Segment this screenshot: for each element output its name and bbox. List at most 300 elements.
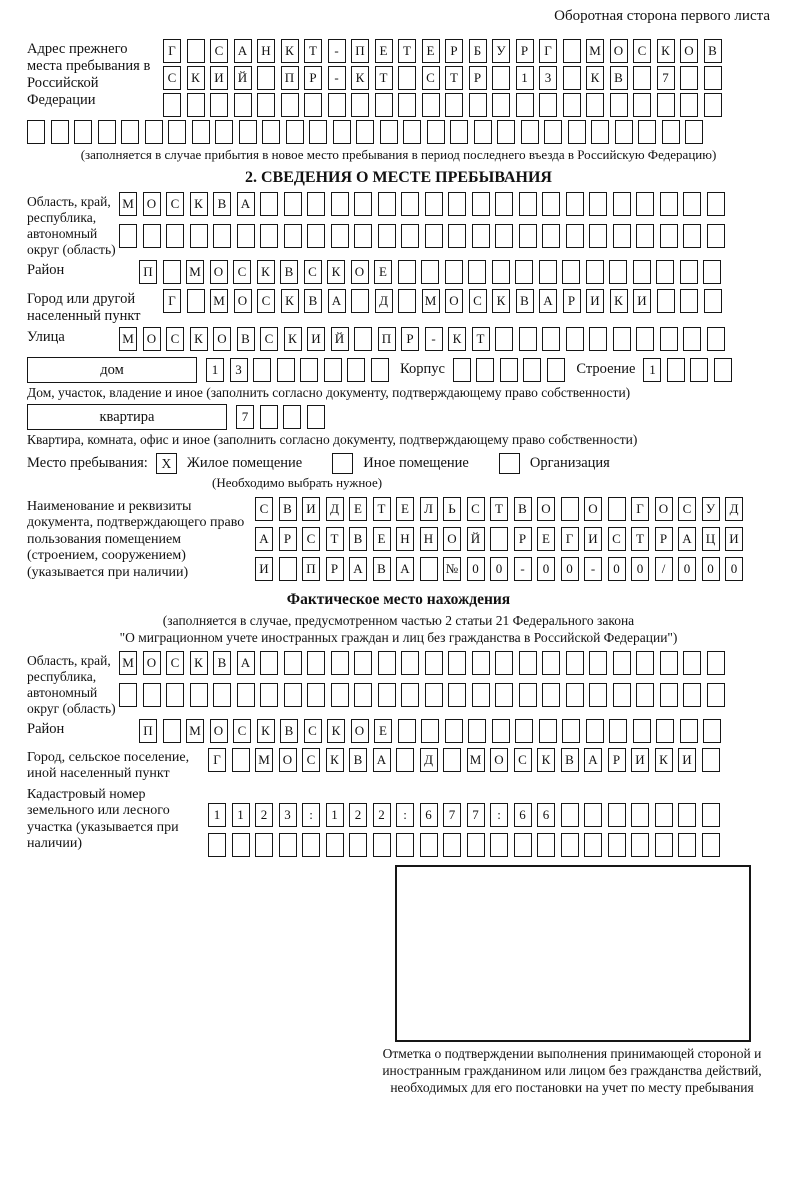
char-box[interactable]: 0 bbox=[490, 557, 508, 581]
char-box[interactable] bbox=[542, 327, 560, 351]
char-box[interactable]: И bbox=[633, 289, 651, 313]
char-box[interactable]: Т bbox=[472, 327, 490, 351]
char-box[interactable] bbox=[260, 405, 278, 429]
char-box[interactable] bbox=[74, 120, 92, 144]
char-box[interactable] bbox=[702, 803, 720, 827]
char-box[interactable] bbox=[702, 748, 720, 772]
char-box[interactable]: П bbox=[281, 66, 299, 90]
char-box[interactable] bbox=[260, 224, 278, 248]
char-box[interactable] bbox=[166, 683, 184, 707]
char-box[interactable]: С bbox=[514, 748, 532, 772]
char-box[interactable] bbox=[448, 224, 466, 248]
char-box[interactable] bbox=[143, 224, 161, 248]
char-box[interactable] bbox=[657, 289, 675, 313]
char-box[interactable]: Р bbox=[304, 66, 322, 90]
char-box[interactable]: О bbox=[143, 651, 161, 675]
char-box[interactable] bbox=[453, 358, 471, 382]
char-box[interactable] bbox=[589, 327, 607, 351]
char-box[interactable]: Б bbox=[469, 39, 487, 63]
char-box[interactable] bbox=[239, 120, 257, 144]
char-box[interactable]: Р bbox=[655, 527, 673, 551]
char-box[interactable] bbox=[347, 358, 365, 382]
char-box[interactable]: Р bbox=[279, 527, 297, 551]
char-box[interactable]: Г bbox=[163, 39, 181, 63]
char-box[interactable] bbox=[281, 93, 299, 117]
char-box[interactable]: Й bbox=[467, 527, 485, 551]
char-box[interactable]: - bbox=[514, 557, 532, 581]
char-box[interactable]: С bbox=[210, 39, 228, 63]
char-box[interactable] bbox=[356, 120, 374, 144]
char-box[interactable]: К bbox=[492, 289, 510, 313]
char-box[interactable] bbox=[234, 93, 252, 117]
char-box[interactable] bbox=[307, 683, 325, 707]
char-box[interactable] bbox=[262, 120, 280, 144]
char-box[interactable] bbox=[401, 192, 419, 216]
char-box[interactable] bbox=[656, 719, 674, 743]
char-box[interactable] bbox=[354, 651, 372, 675]
char-box[interactable] bbox=[401, 683, 419, 707]
char-box[interactable]: К bbox=[257, 719, 275, 743]
char-box[interactable] bbox=[98, 120, 116, 144]
char-box[interactable]: - bbox=[425, 327, 443, 351]
char-box[interactable] bbox=[163, 93, 181, 117]
char-box[interactable]: В bbox=[373, 557, 391, 581]
char-box[interactable] bbox=[589, 192, 607, 216]
char-box[interactable] bbox=[660, 224, 678, 248]
char-box[interactable]: И bbox=[255, 557, 273, 581]
char-box[interactable] bbox=[472, 651, 490, 675]
char-box[interactable] bbox=[680, 719, 698, 743]
char-box[interactable] bbox=[610, 93, 628, 117]
char-box[interactable]: 0 bbox=[608, 557, 626, 581]
char-box[interactable]: Е bbox=[422, 39, 440, 63]
char-box[interactable] bbox=[237, 224, 255, 248]
char-box[interactable] bbox=[398, 260, 416, 284]
char-box[interactable] bbox=[495, 192, 513, 216]
char-box[interactable] bbox=[378, 651, 396, 675]
char-box[interactable] bbox=[427, 120, 445, 144]
char-box[interactable]: С bbox=[304, 260, 322, 284]
char-box[interactable]: В bbox=[213, 651, 231, 675]
char-box[interactable] bbox=[542, 651, 560, 675]
char-box[interactable] bbox=[420, 557, 438, 581]
char-box[interactable]: С bbox=[255, 497, 273, 521]
char-box[interactable]: М bbox=[119, 651, 137, 675]
char-box[interactable] bbox=[260, 192, 278, 216]
char-box[interactable] bbox=[613, 327, 631, 351]
char-box[interactable] bbox=[680, 66, 698, 90]
char-box[interactable] bbox=[633, 719, 651, 743]
char-box[interactable] bbox=[420, 833, 438, 857]
char-box[interactable]: О bbox=[213, 327, 231, 351]
char-box[interactable] bbox=[253, 358, 271, 382]
char-box[interactable]: 1 bbox=[206, 358, 224, 382]
char-box[interactable] bbox=[448, 192, 466, 216]
char-box[interactable] bbox=[495, 224, 513, 248]
char-box[interactable] bbox=[425, 192, 443, 216]
char-box[interactable] bbox=[657, 93, 675, 117]
char-box[interactable] bbox=[378, 683, 396, 707]
char-box[interactable]: Е bbox=[374, 719, 392, 743]
char-box[interactable] bbox=[667, 358, 685, 382]
char-box[interactable] bbox=[707, 224, 725, 248]
char-box[interactable]: Е bbox=[349, 497, 367, 521]
char-box[interactable] bbox=[492, 66, 510, 90]
char-box[interactable] bbox=[562, 719, 580, 743]
char-box[interactable] bbox=[349, 833, 367, 857]
char-box[interactable]: 2 bbox=[255, 803, 273, 827]
char-box[interactable] bbox=[354, 224, 372, 248]
char-box[interactable] bbox=[683, 683, 701, 707]
char-box[interactable] bbox=[495, 651, 513, 675]
char-box[interactable] bbox=[523, 358, 541, 382]
char-box[interactable] bbox=[331, 651, 349, 675]
char-box[interactable]: К bbox=[326, 748, 344, 772]
char-box[interactable]: Т bbox=[445, 66, 463, 90]
char-box[interactable]: Р bbox=[445, 39, 463, 63]
char-box[interactable] bbox=[468, 260, 486, 284]
char-box[interactable]: 2 bbox=[373, 803, 391, 827]
char-box[interactable] bbox=[257, 93, 275, 117]
char-box[interactable] bbox=[351, 289, 369, 313]
char-box[interactable]: Т bbox=[326, 527, 344, 551]
char-box[interactable]: 1 bbox=[643, 358, 661, 382]
char-box[interactable]: 0 bbox=[467, 557, 485, 581]
char-box[interactable]: С bbox=[422, 66, 440, 90]
char-box[interactable] bbox=[492, 719, 510, 743]
char-box[interactable]: 1 bbox=[232, 803, 250, 827]
char-box[interactable]: Т bbox=[304, 39, 322, 63]
char-box[interactable]: И bbox=[678, 748, 696, 772]
char-box[interactable]: 0 bbox=[631, 557, 649, 581]
char-box[interactable] bbox=[425, 651, 443, 675]
char-box[interactable] bbox=[690, 358, 708, 382]
char-box[interactable]: 0 bbox=[678, 557, 696, 581]
char-box[interactable] bbox=[714, 358, 732, 382]
char-box[interactable]: С bbox=[257, 289, 275, 313]
char-box[interactable]: 7 bbox=[443, 803, 461, 827]
char-box[interactable]: К bbox=[190, 192, 208, 216]
char-box[interactable] bbox=[703, 719, 721, 743]
char-box[interactable] bbox=[474, 120, 492, 144]
char-box[interactable] bbox=[680, 289, 698, 313]
char-box[interactable] bbox=[519, 224, 537, 248]
char-box[interactable] bbox=[302, 833, 320, 857]
char-box[interactable]: П bbox=[351, 39, 369, 63]
char-box[interactable] bbox=[707, 683, 725, 707]
char-box[interactable]: О bbox=[234, 289, 252, 313]
char-box[interactable]: К bbox=[610, 289, 628, 313]
char-box[interactable] bbox=[613, 192, 631, 216]
char-box[interactable]: 6 bbox=[420, 803, 438, 827]
char-box[interactable] bbox=[286, 120, 304, 144]
char-box[interactable] bbox=[539, 719, 557, 743]
char-box[interactable]: Е bbox=[396, 497, 414, 521]
char-box[interactable] bbox=[660, 651, 678, 675]
char-box[interactable]: В bbox=[237, 327, 255, 351]
char-box[interactable] bbox=[495, 327, 513, 351]
char-box[interactable] bbox=[187, 93, 205, 117]
char-box[interactable] bbox=[260, 651, 278, 675]
char-box[interactable] bbox=[354, 327, 372, 351]
char-box[interactable]: М bbox=[422, 289, 440, 313]
char-box[interactable]: А bbox=[373, 748, 391, 772]
char-box[interactable] bbox=[326, 833, 344, 857]
char-box[interactable] bbox=[608, 803, 626, 827]
char-box[interactable] bbox=[257, 66, 275, 90]
char-box[interactable]: К bbox=[187, 66, 205, 90]
char-box[interactable]: 3 bbox=[279, 803, 297, 827]
char-box[interactable] bbox=[445, 260, 463, 284]
char-box[interactable]: А bbox=[237, 192, 255, 216]
char-box[interactable]: О bbox=[445, 289, 463, 313]
char-box[interactable] bbox=[284, 651, 302, 675]
char-box[interactable]: Г bbox=[208, 748, 226, 772]
char-box[interactable]: К bbox=[655, 748, 673, 772]
char-box[interactable] bbox=[425, 224, 443, 248]
char-box[interactable]: Л bbox=[420, 497, 438, 521]
char-box[interactable]: А bbox=[678, 527, 696, 551]
char-box[interactable] bbox=[539, 93, 557, 117]
char-box[interactable]: К bbox=[448, 327, 466, 351]
char-box[interactable] bbox=[375, 93, 393, 117]
organization-checkbox[interactable] bbox=[499, 453, 520, 474]
char-box[interactable]: Н bbox=[257, 39, 275, 63]
char-box[interactable]: Е bbox=[374, 260, 392, 284]
char-box[interactable] bbox=[515, 260, 533, 284]
char-box[interactable]: 1 bbox=[326, 803, 344, 827]
char-box[interactable] bbox=[633, 260, 651, 284]
char-box[interactable] bbox=[307, 405, 325, 429]
char-box[interactable] bbox=[500, 358, 518, 382]
char-box[interactable] bbox=[468, 719, 486, 743]
char-box[interactable]: В bbox=[514, 497, 532, 521]
char-box[interactable]: О bbox=[279, 748, 297, 772]
char-box[interactable]: Г bbox=[539, 39, 557, 63]
char-box[interactable] bbox=[586, 719, 604, 743]
char-box[interactable] bbox=[660, 192, 678, 216]
char-box[interactable] bbox=[516, 93, 534, 117]
char-box[interactable] bbox=[655, 803, 673, 827]
char-box[interactable]: 7 bbox=[467, 803, 485, 827]
char-box[interactable]: И bbox=[584, 527, 602, 551]
char-box[interactable]: С bbox=[260, 327, 278, 351]
char-box[interactable] bbox=[403, 120, 421, 144]
char-box[interactable]: К bbox=[284, 327, 302, 351]
char-box[interactable]: Д bbox=[326, 497, 344, 521]
char-box[interactable]: С bbox=[304, 719, 322, 743]
char-box[interactable] bbox=[425, 683, 443, 707]
char-box[interactable] bbox=[519, 192, 537, 216]
char-box[interactable] bbox=[490, 833, 508, 857]
char-box[interactable]: К bbox=[190, 327, 208, 351]
char-box[interactable] bbox=[309, 120, 327, 144]
char-box[interactable] bbox=[215, 120, 233, 144]
char-box[interactable]: О bbox=[537, 497, 555, 521]
char-box[interactable]: С bbox=[166, 651, 184, 675]
char-box[interactable] bbox=[307, 192, 325, 216]
char-box[interactable] bbox=[213, 683, 231, 707]
char-box[interactable]: Т bbox=[490, 497, 508, 521]
char-box[interactable] bbox=[304, 93, 322, 117]
char-box[interactable] bbox=[566, 651, 584, 675]
char-box[interactable]: А bbox=[349, 557, 367, 581]
char-box[interactable] bbox=[566, 224, 584, 248]
char-box[interactable]: С bbox=[633, 39, 651, 63]
char-box[interactable]: Т bbox=[398, 39, 416, 63]
char-box[interactable] bbox=[307, 224, 325, 248]
char-box[interactable]: В bbox=[349, 748, 367, 772]
char-box[interactable]: Ь bbox=[443, 497, 461, 521]
char-box[interactable] bbox=[421, 719, 439, 743]
char-box[interactable] bbox=[568, 120, 586, 144]
char-box[interactable] bbox=[284, 192, 302, 216]
char-box[interactable] bbox=[187, 39, 205, 63]
char-box[interactable]: М bbox=[255, 748, 273, 772]
char-box[interactable] bbox=[166, 224, 184, 248]
char-box[interactable]: К bbox=[327, 260, 345, 284]
char-box[interactable]: О bbox=[210, 260, 228, 284]
char-box[interactable] bbox=[655, 833, 673, 857]
char-box[interactable] bbox=[685, 120, 703, 144]
char-box[interactable] bbox=[279, 557, 297, 581]
char-box[interactable] bbox=[492, 93, 510, 117]
char-box[interactable]: Г bbox=[631, 497, 649, 521]
char-box[interactable]: 7 bbox=[236, 405, 254, 429]
char-box[interactable] bbox=[680, 93, 698, 117]
char-box[interactable] bbox=[683, 651, 701, 675]
char-box[interactable] bbox=[495, 683, 513, 707]
char-box[interactable]: Д bbox=[725, 497, 743, 521]
char-box[interactable] bbox=[678, 833, 696, 857]
char-box[interactable]: Р bbox=[514, 527, 532, 551]
other-premises-checkbox[interactable] bbox=[332, 453, 353, 474]
char-box[interactable]: 6 bbox=[537, 803, 555, 827]
char-box[interactable]: В bbox=[516, 289, 534, 313]
char-box[interactable]: С bbox=[166, 327, 184, 351]
char-box[interactable]: А bbox=[237, 651, 255, 675]
char-box[interactable]: 0 bbox=[725, 557, 743, 581]
char-box[interactable] bbox=[373, 833, 391, 857]
char-box[interactable] bbox=[331, 683, 349, 707]
char-box[interactable] bbox=[277, 358, 295, 382]
char-box[interactable]: И bbox=[725, 527, 743, 551]
char-box[interactable] bbox=[566, 192, 584, 216]
char-box[interactable]: К bbox=[327, 719, 345, 743]
char-box[interactable] bbox=[636, 651, 654, 675]
char-box[interactable]: М bbox=[119, 192, 137, 216]
char-box[interactable] bbox=[492, 260, 510, 284]
char-box[interactable] bbox=[472, 192, 490, 216]
char-box[interactable] bbox=[213, 224, 231, 248]
char-box[interactable]: И bbox=[210, 66, 228, 90]
char-box[interactable] bbox=[631, 803, 649, 827]
char-box[interactable] bbox=[398, 93, 416, 117]
char-box[interactable]: К bbox=[586, 66, 604, 90]
char-box[interactable]: И bbox=[302, 497, 320, 521]
char-box[interactable]: С bbox=[166, 192, 184, 216]
char-box[interactable]: К bbox=[281, 289, 299, 313]
char-box[interactable] bbox=[328, 93, 346, 117]
char-box[interactable] bbox=[566, 327, 584, 351]
char-box[interactable] bbox=[584, 833, 602, 857]
char-box[interactable]: С bbox=[302, 527, 320, 551]
char-box[interactable]: - bbox=[584, 557, 602, 581]
char-box[interactable] bbox=[631, 833, 649, 857]
char-box[interactable] bbox=[396, 748, 414, 772]
char-box[interactable]: Р bbox=[469, 66, 487, 90]
char-box[interactable]: Е bbox=[375, 39, 393, 63]
char-box[interactable]: К bbox=[351, 66, 369, 90]
char-box[interactable] bbox=[354, 192, 372, 216]
char-box[interactable] bbox=[422, 93, 440, 117]
char-box[interactable] bbox=[119, 224, 137, 248]
char-box[interactable] bbox=[279, 833, 297, 857]
char-box[interactable]: 0 bbox=[561, 557, 579, 581]
char-box[interactable] bbox=[703, 260, 721, 284]
char-box[interactable] bbox=[586, 93, 604, 117]
char-box[interactable] bbox=[232, 748, 250, 772]
char-box[interactable] bbox=[704, 93, 722, 117]
char-box[interactable]: Й bbox=[331, 327, 349, 351]
char-box[interactable] bbox=[633, 93, 651, 117]
char-box[interactable] bbox=[255, 833, 273, 857]
char-box[interactable]: В bbox=[279, 497, 297, 521]
char-box[interactable]: О bbox=[351, 260, 369, 284]
char-box[interactable]: А bbox=[328, 289, 346, 313]
char-box[interactable] bbox=[683, 224, 701, 248]
char-box[interactable] bbox=[539, 260, 557, 284]
char-box[interactable] bbox=[542, 683, 560, 707]
char-box[interactable] bbox=[660, 327, 678, 351]
char-box[interactable] bbox=[636, 327, 654, 351]
char-box[interactable] bbox=[378, 192, 396, 216]
char-box[interactable]: Й bbox=[234, 66, 252, 90]
char-box[interactable] bbox=[445, 719, 463, 743]
char-box[interactable] bbox=[562, 260, 580, 284]
char-box[interactable]: Е bbox=[373, 527, 391, 551]
char-box[interactable] bbox=[469, 93, 487, 117]
residential-checkbox[interactable]: X bbox=[156, 453, 177, 474]
char-box[interactable] bbox=[307, 651, 325, 675]
char-box[interactable] bbox=[660, 683, 678, 707]
char-box[interactable] bbox=[472, 683, 490, 707]
char-box[interactable] bbox=[704, 289, 722, 313]
char-box[interactable] bbox=[707, 192, 725, 216]
char-box[interactable] bbox=[608, 833, 626, 857]
char-box[interactable]: 1 bbox=[208, 803, 226, 827]
char-box[interactable]: Р bbox=[326, 557, 344, 581]
char-box[interactable]: В bbox=[304, 289, 322, 313]
char-box[interactable] bbox=[445, 93, 463, 117]
char-box[interactable]: 7 bbox=[657, 66, 675, 90]
char-box[interactable]: - bbox=[328, 66, 346, 90]
char-box[interactable]: Р bbox=[608, 748, 626, 772]
char-box[interactable] bbox=[51, 120, 69, 144]
char-box[interactable] bbox=[448, 651, 466, 675]
char-box[interactable] bbox=[683, 327, 701, 351]
char-box[interactable]: В bbox=[704, 39, 722, 63]
char-box[interactable]: Н bbox=[420, 527, 438, 551]
char-box[interactable] bbox=[396, 833, 414, 857]
char-box[interactable]: 3 bbox=[230, 358, 248, 382]
char-box[interactable]: : bbox=[396, 803, 414, 827]
char-box[interactable]: И bbox=[307, 327, 325, 351]
char-box[interactable]: В bbox=[280, 260, 298, 284]
char-box[interactable]: № bbox=[443, 557, 461, 581]
char-box[interactable] bbox=[401, 224, 419, 248]
char-box[interactable] bbox=[547, 358, 565, 382]
